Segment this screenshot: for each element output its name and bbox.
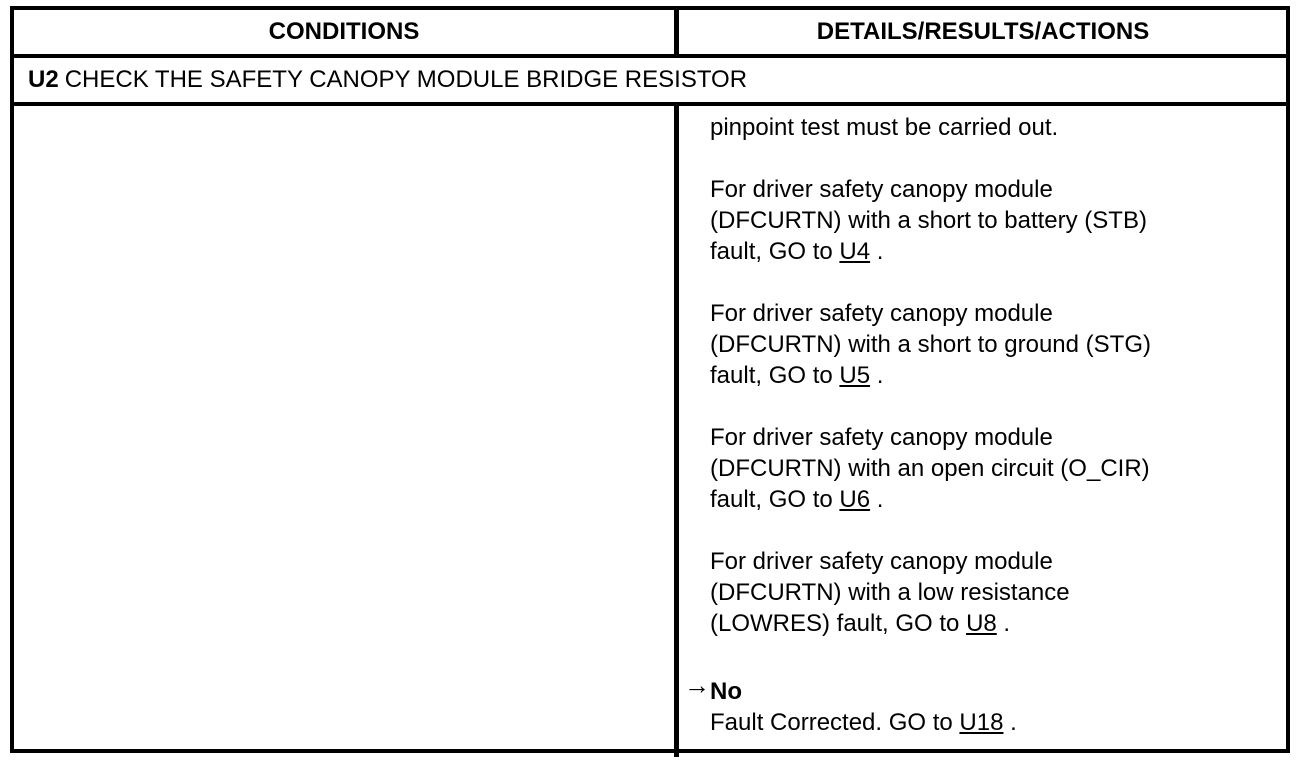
step-id: U2 [28, 66, 59, 93]
fault-line: (LOWRES) fault, GO to [710, 610, 967, 637]
goto-link-u5[interactable]: U5 [839, 362, 871, 389]
no-label: No [710, 678, 742, 705]
fault-line: (DFCURTN) with a low resistance [710, 579, 1070, 606]
no-result-text: Fault Corrected. GO to [710, 709, 960, 736]
fault-line: For driver safety canopy module [710, 176, 1053, 203]
fault-item [710, 422, 1270, 515]
fault-item [710, 174, 1270, 267]
goto-link-u4[interactable]: U4 [839, 238, 871, 265]
continuation-text: pinpoint test must be carried out. [710, 114, 1059, 141]
fault-line-end: . [870, 362, 884, 389]
step-row [14, 58, 1286, 106]
arrow-right-icon: → [684, 670, 710, 700]
fault-line-end: . [870, 486, 884, 513]
fault-line: (DFCURTN) with an open circuit (O_CIR) [710, 455, 1150, 482]
fault-item [710, 546, 1270, 639]
fault-line: (DFCURTN) with a short to ground (STG) [710, 331, 1151, 358]
fault-line-end: . [870, 238, 884, 265]
fault-line: For driver safety canopy module [710, 300, 1053, 327]
fault-line: fault, GO to [710, 238, 840, 265]
fault-line: For driver safety canopy module [710, 424, 1053, 451]
no-result-end: . [1003, 709, 1017, 736]
fault-line: (DFCURTN) with a short to battery (STB) [710, 207, 1147, 234]
step-title: CHECK THE SAFETY CANOPY MODULE BRIDGE RESISTOR [64, 66, 748, 93]
goto-link-u18[interactable]: U18 [959, 709, 1004, 736]
no-result [684, 670, 1017, 738]
fault-line: fault, GO to [710, 362, 840, 389]
goto-link-u6[interactable]: U6 [839, 486, 871, 513]
fault-line: For driver safety canopy module [710, 548, 1053, 575]
details-cell [710, 112, 1270, 670]
goto-link-u8[interactable]: U8 [966, 610, 997, 637]
column-divider [674, 10, 679, 54]
table-header [14, 10, 1286, 58]
header-conditions: CONDITIONS [268, 18, 420, 45]
column-divider [674, 102, 679, 757]
fault-item [710, 298, 1270, 391]
fault-line: fault, GO to [710, 486, 840, 513]
fault-line-end: . [996, 610, 1011, 637]
header-details: DETAILS/RESULTS/ACTIONS [816, 18, 1150, 45]
